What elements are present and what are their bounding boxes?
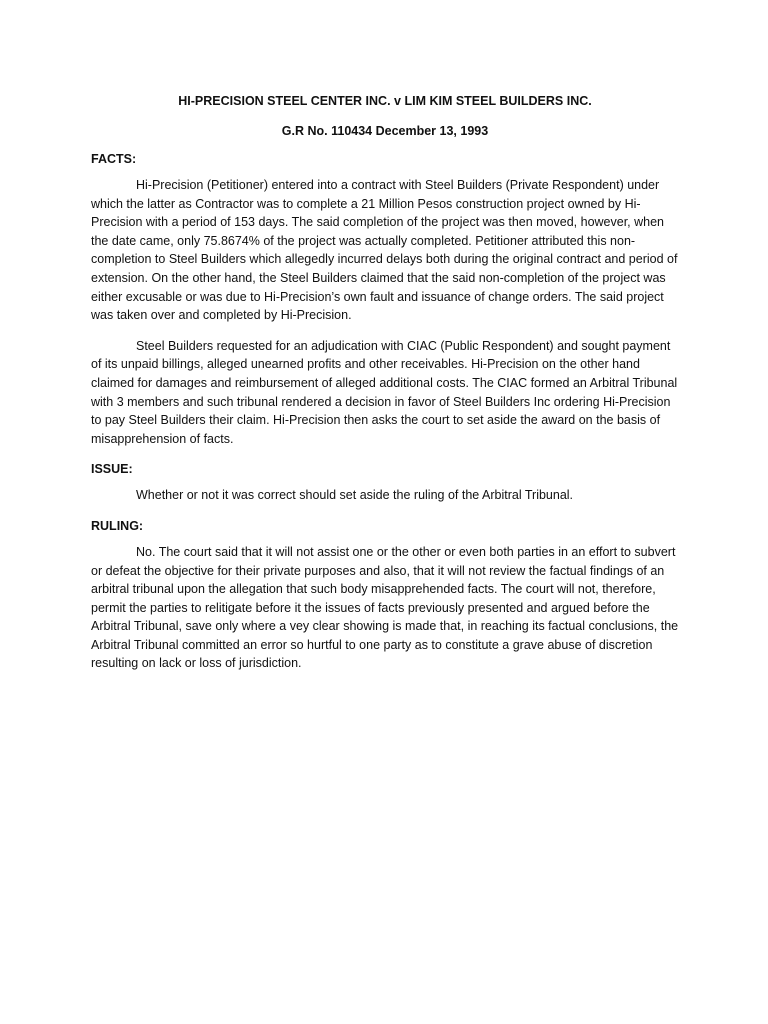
- ruling-paragraph: No. The court said that it will not assist one or the other or even both parties in an effort to subvert or defeat the objective for their private purposes and also, that it will not review the factual findings of an arbitral tribunal upon the allegation that such body misapprehended facts. The court will not, therefore, permit the parties to relitigate before it the issues of facts previously presented and argued before the Arbitral Tribunal, save only where a vey clear showing is made that, in reaching its factual conclusions, the Arbitral Tribunal committed an error so hurtful to one party as to constitute a grave abuse of discretion resulting on lack or loss of jurisdiction.: [91, 544, 679, 671]
- issue-paragraph: Whether or not it was correct should set aside the ruling of the Arbitral Tribunal.: [136, 488, 574, 503]
- issue-heading: ISSUE:: [91, 462, 133, 477]
- facts-paragraph-2: Steel Builders requested for an adjudication with CIAC (Public Respondent) and sought payment of its unpaid billings, alleged unearned profits and other receivables. Hi-Precision on the other hand claimed for damages and reimbursement of alleged additional costs. The CIAC formed an Arbitral Tribunal with 3 members and such tribunal rendered a decision in favor of Steel Builders Inc ordering Hi-Precision to pay Steel Builders their claim. Hi-Precision then asks the court to set aside the award on the basis of misapprehension of facts.: [91, 338, 678, 446]
- document-content: [91, 92, 679, 685]
- document-title: HI-PRECISION STEEL CENTER INC. v LIM KIM STEEL BUILDERS INC.: [178, 94, 592, 108]
- case-number: G.R No. 110434 December 13, 1993: [281, 124, 489, 138]
- facts-paragraph-1: Hi-Precision (Petitioner) entered into a contract with Steel Builders (Private Respondent) under which the latter as Contractor was to complete a 21 Million Pesos construction project owned by Hi-Precision with a period of 153 days. The said completion of the project was then moved, however, when the date came, only 75.8674% of the project was actually completed. Petitioner attributed this non-completion to Steel Builders which allegedly incurred delays both during the original contract and period of extension. On the other hand, the Steel Builders claimed that the said non-completion of the project was either excusable or was due to Hi-Precision’s own fault and issuance of change orders. The said project was taken over and completed by Hi-Precision.: [91, 178, 678, 323]
- ruling-heading: RULING:: [91, 518, 144, 533]
- facts-heading: FACTS:: [91, 152, 137, 166]
